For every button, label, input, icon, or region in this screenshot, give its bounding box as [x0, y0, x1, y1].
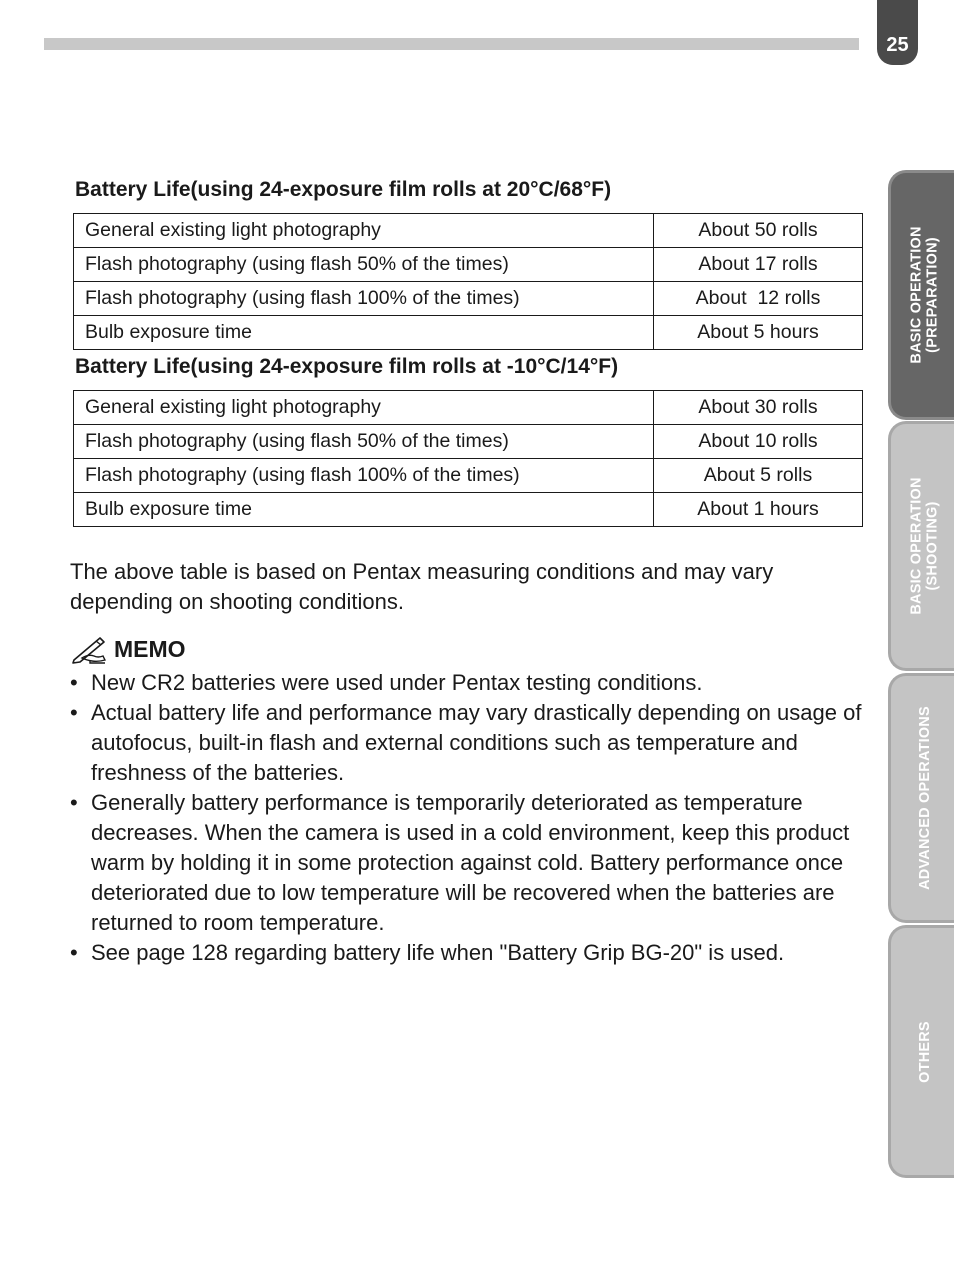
tab-label: BASIC OPERATION (SHOOTING)	[908, 477, 941, 615]
row-value: About 30 rolls	[654, 391, 863, 425]
memo-title: MEMO	[114, 635, 186, 662]
memo-heading	[70, 634, 186, 664]
row-label: Bulb exposure time	[74, 493, 654, 527]
tab-basic-operation-shooting[interactable]	[888, 421, 954, 671]
table-row	[74, 459, 863, 493]
list-item: • See page 128 regarding battery life when "Battery Grip BG-20" is used.	[70, 938, 870, 968]
table-row	[74, 316, 863, 350]
row-label: General existing light photography	[74, 214, 654, 248]
row-label: Flash photography (using flash 100% of the times)	[74, 459, 654, 493]
table-row	[74, 282, 863, 316]
memo-list	[70, 668, 870, 968]
list-item: • Actual battery life and performance may vary drastically depending on usage of autofocus, built-in flash and external conditions such as temperature and freshness of the batteries.	[70, 698, 870, 788]
tab-label: BASIC OPERATION (PREPARATION)	[908, 226, 941, 364]
tab-label: OTHERS	[916, 1020, 933, 1083]
row-value: About 17 rolls	[654, 248, 863, 282]
row-value: About 5 hours	[654, 316, 863, 350]
list-item: • New CR2 batteries were used under Pentax testing conditions.	[70, 668, 870, 698]
row-value: About 1 hours	[654, 493, 863, 527]
row-value: About 12 rolls	[654, 282, 863, 316]
pencil-hand-icon	[70, 634, 108, 664]
row-label: Flash photography (using flash 50% of the times)	[74, 248, 654, 282]
table-row	[74, 391, 863, 425]
table1-title: Battery Life(using 24-exposure film rolls at 20°C/68°F)	[75, 178, 612, 201]
table2-title: Battery Life(using 24-exposure film rolls at -10°C/14°F)	[75, 355, 619, 378]
tab-others[interactable]	[888, 925, 954, 1178]
header-rule	[44, 38, 859, 50]
row-value: About 5 rolls	[654, 459, 863, 493]
tab-advanced-operations[interactable]	[888, 673, 954, 923]
row-value: About 50 rolls	[654, 214, 863, 248]
tab-label: ADVANCED OPERATIONS	[916, 706, 933, 890]
table-row	[74, 425, 863, 459]
table-note: The above table is based on Pentax measuring conditions and may vary depending on shooting conditions.	[70, 559, 774, 614]
page-number-text: 25	[886, 34, 909, 56]
row-value: About 10 rolls	[654, 425, 863, 459]
row-label: Flash photography (using flash 100% of the times)	[74, 282, 654, 316]
row-label: General existing light photography	[74, 391, 654, 425]
list-item: • Generally battery performance is temporarily deteriorated as temperature decreases. When the camera is used in a cold environment, keep this product warm by holding it in some protection against cold. Battery performance once deteriorated due to low temperature will be recovered when the batteries are returned to room temperature.	[70, 788, 870, 938]
table-row	[74, 214, 863, 248]
row-label: Bulb exposure time	[74, 316, 654, 350]
table-row	[74, 493, 863, 527]
table-row	[74, 248, 863, 282]
page-number	[877, 0, 918, 65]
tab-basic-operation-preparation[interactable]	[888, 170, 954, 420]
row-label: Flash photography (using flash 50% of the times)	[74, 425, 654, 459]
battery-life-table-20c	[73, 213, 863, 350]
battery-life-table-minus10c	[73, 390, 863, 527]
